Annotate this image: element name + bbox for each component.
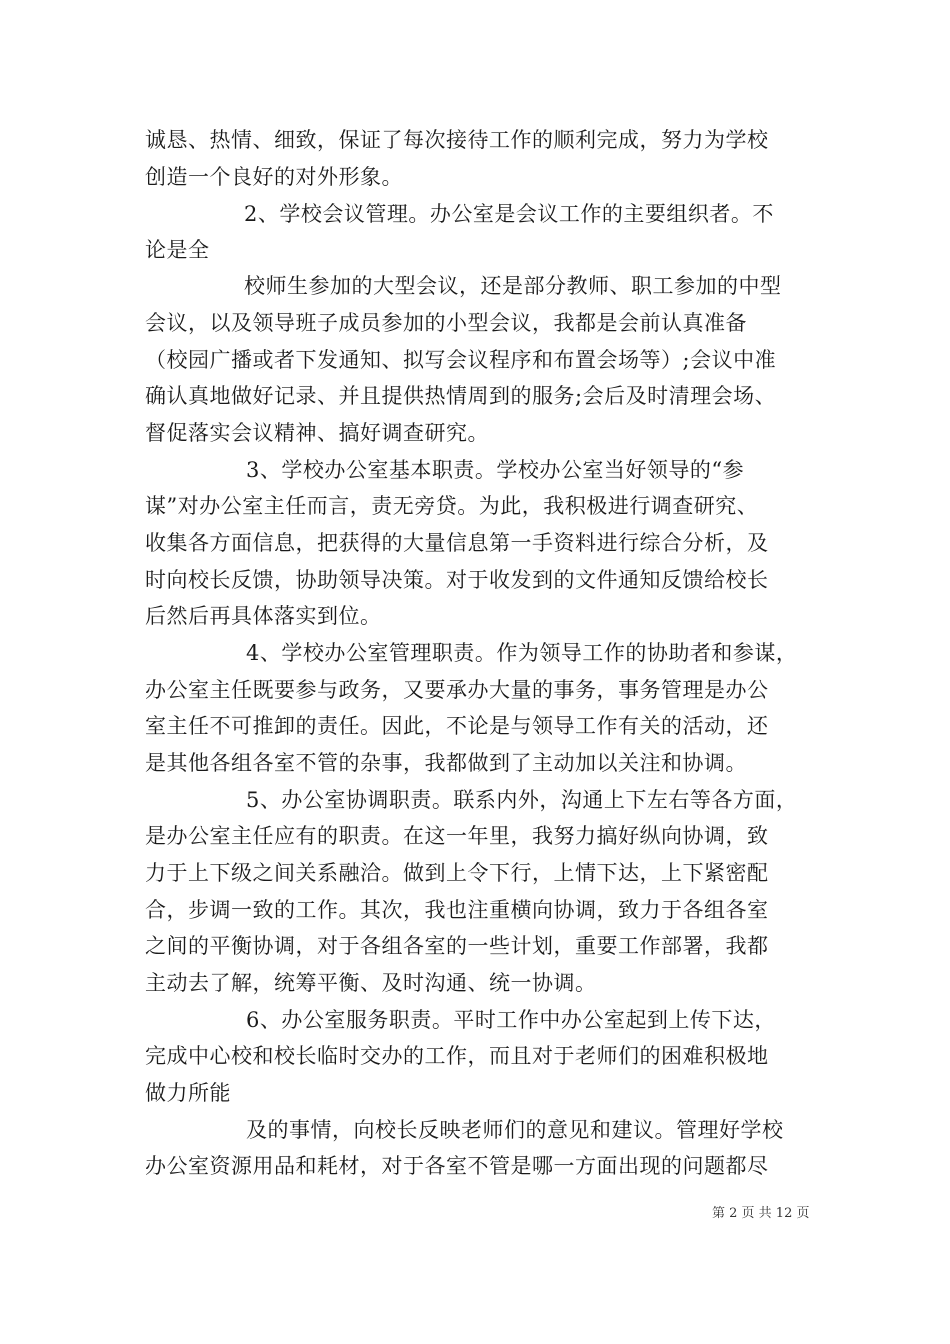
text-line: 时向校长反馈，协助领导决策。对于收发到的文件通知反馈给校长 xyxy=(145,568,769,592)
text-line: 4、学校办公室管理职责。作为领导工作的协助者和参谋， xyxy=(246,641,798,665)
text-line: 谋”对办公室主任而言，责无旁贷。为此，我积极进行调查研究、 xyxy=(145,494,759,518)
text-line: 3、学校办公室基本职责。学校办公室当好领导的“参 xyxy=(246,458,745,482)
text-line: 室主任不可推卸的责任。因此，不论是与领导工作有关的活动，还 xyxy=(145,714,769,738)
text-line: 诚恳、热情、细致，保证了每次接待工作的顺利完成，努力为学校 xyxy=(145,128,769,152)
text-line: 督促落实会议精神、搞好调查研究。 xyxy=(145,421,489,445)
text-line: 收集各方面信息，把获得的大量信息第一手资料进行综合分析，及 xyxy=(145,531,769,555)
text-line: 后然后再具体落实到位。 xyxy=(145,604,382,628)
page-number-footer: 第 2 页 共 12 页 xyxy=(712,1206,810,1221)
text-line: 办公室主任既要参与政务，又要承办大量的事务，事务管理是办公 xyxy=(145,678,769,702)
text-line: 确认真地做好记录、并且提供热情周到的服务;会后及时清理会场、 xyxy=(145,384,777,408)
text-line: 做力所能 xyxy=(145,1081,231,1105)
text-line: 完成中心校和校长临时交办的工作，而且对于老师们的困难积极地 xyxy=(145,1044,769,1068)
text-line: 5、办公室协调职责。联系内外，沟通上下左右等各方面， xyxy=(246,788,798,812)
text-line: 论是全 xyxy=(145,238,210,262)
text-line: 是其他各组各室不管的杂事，我都做到了主动加以关注和协调。 xyxy=(145,751,747,775)
text-line: 办公室资源用品和耗材，对于各室不管是哪一方面出现的问题都尽 xyxy=(145,1154,769,1178)
text-line: （校园广播或者下发通知、拟写会议程序和布置会场等）;会议中准 xyxy=(145,348,777,372)
text-line: 校师生参加的大型会议，还是部分教师、职工参加的中型 xyxy=(244,274,782,298)
text-line: 及的事情，向校长反映老师们的意见和建议。管理好学校 xyxy=(246,1118,784,1142)
text-line: 2、学校会议管理。办公室是会议工作的主要组织者。不 xyxy=(244,202,774,226)
text-line: 主动去了解，统筹平衡、及时沟通、统一协调。 xyxy=(145,971,597,995)
text-line: 之间的平衡协调，对于各组各室的一些计划，重要工作部署，我都 xyxy=(145,934,769,958)
text-line: 是办公室主任应有的职责。在这一年里，我努力搞好纵向协调，致 xyxy=(145,824,769,848)
text-line: 会议，以及领导班子成员参加的小型会议，我都是会前认真准备 xyxy=(145,311,747,335)
text-line: 力于上下级之间关系融洽。做到上令下行，上情下达，上下紧密配 xyxy=(145,861,769,885)
text-line: 创造一个良好的对外形象。 xyxy=(145,165,403,189)
text-line: 合，步调一致的工作。其次，我也注重横向协调，致力于各组各室 xyxy=(145,898,769,922)
text-line: 6、办公室服务职责。平时工作中办公室起到上传下达， xyxy=(246,1008,776,1032)
